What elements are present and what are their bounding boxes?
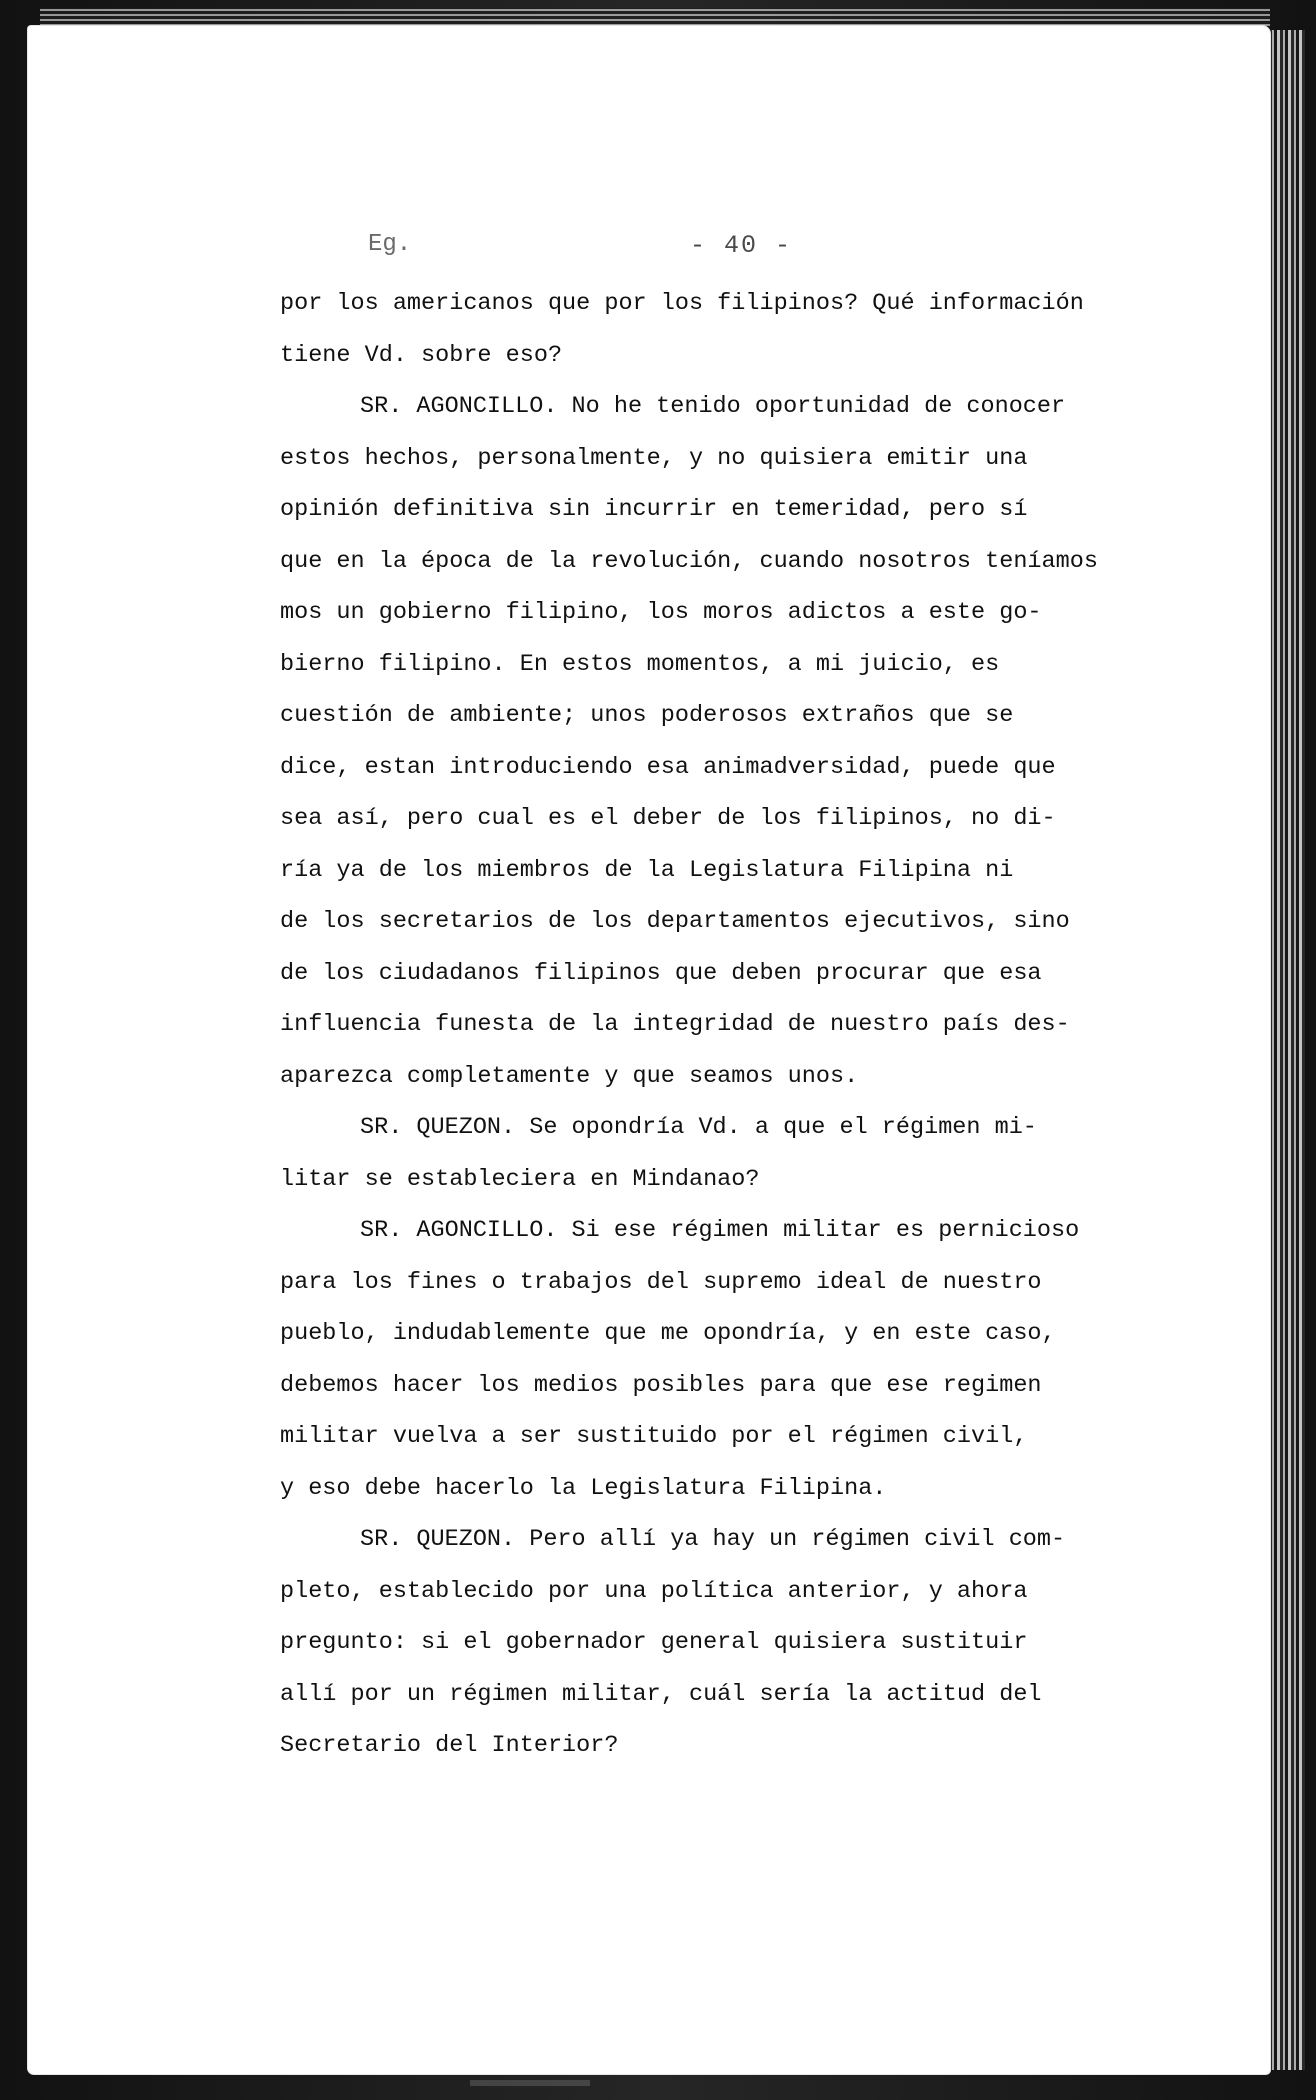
typist-initials: Eg. bbox=[368, 231, 412, 258]
text-line: Secretario del Interior? bbox=[280, 1732, 619, 1759]
text-line: y eso debe hacerlo la Legislatura Filipina. bbox=[280, 1474, 887, 1502]
text-line: tiene Vd. sobre eso? bbox=[280, 341, 563, 369]
text-line: de los ciudadanos filipinos que deben procurar que esa bbox=[280, 959, 1042, 987]
text-line: estos hechos, personalmente, y no quisiera emitir una bbox=[280, 444, 1028, 472]
text-line: influencia funesta de la integridad de nuestro país des- bbox=[280, 1011, 1070, 1038]
typed-transcript bbox=[280, 278, 1180, 1772]
page-bottom-smudge bbox=[470, 2080, 590, 2086]
text-line: debemos hacer los medios posibles para que ese regimen bbox=[280, 1371, 1042, 1399]
text-line: SR. AGONCILLO. No he tenido oportunidad de conocer bbox=[360, 393, 1066, 420]
text-line: sea así, pero cual es el deber de los filipinos, no di- bbox=[280, 805, 1056, 832]
text-line: ría ya de los miembros de la Legislatura Filipina ni bbox=[280, 856, 1014, 884]
text-line: SR. AGONCILLO. Si ese régimen militar es pernicioso bbox=[360, 1217, 1080, 1244]
text-line: SR. QUEZON. Se opondría Vd. a que el régimen mi- bbox=[360, 1114, 1037, 1141]
text-line: allí por un régimen militar, cuál sería la actitud del bbox=[280, 1680, 1042, 1708]
text-line: de los secretarios de los departamentos ejecutivos, sino bbox=[280, 908, 1070, 935]
text-line: pueblo, indudablemente que me opondría, y en este caso, bbox=[280, 1320, 1056, 1347]
text-line: litar se estableciera en Mindanao? bbox=[280, 1165, 760, 1193]
page-header bbox=[28, 231, 1270, 271]
text-line: dice, estan introduciendo esa animadversidad, puede que bbox=[280, 753, 1056, 781]
text-line: SR. QUEZON. Pero allí ya hay un régimen civil com- bbox=[360, 1526, 1066, 1553]
page-number: - 40 - bbox=[690, 231, 793, 260]
text-line: bierno filipino. En estos momentos, a mi juicio, es bbox=[280, 650, 1000, 678]
text-line: mos un gobierno filipino, los moros adictos a este go- bbox=[280, 599, 1042, 626]
text-line: cuestión de ambiente; unos poderosos extraños que se bbox=[280, 702, 1014, 729]
text-line: pleto, establecido por una política anterior, y ahora bbox=[280, 1577, 1028, 1605]
text-line: aparezca completamente y que seamos unos. bbox=[280, 1062, 859, 1090]
text-line: para los fines o trabajos del supremo ideal de nuestro bbox=[280, 1268, 1042, 1296]
text-line: por los americanos que por los filipinos? Qué información bbox=[280, 290, 1084, 317]
text-line: pregunto: si el gobernador general quisiera sustituir bbox=[280, 1629, 1028, 1656]
text-line: militar vuelva a ser sustituido por el régimen civil, bbox=[280, 1423, 1028, 1450]
stacked-pages-top-edge bbox=[40, 8, 1270, 26]
text-line: que en la época de la revolución, cuando nosotros teníamos bbox=[280, 547, 1098, 575]
text-line: opinión definitiva sin incurrir en temeridad, pero sí bbox=[280, 496, 1028, 523]
